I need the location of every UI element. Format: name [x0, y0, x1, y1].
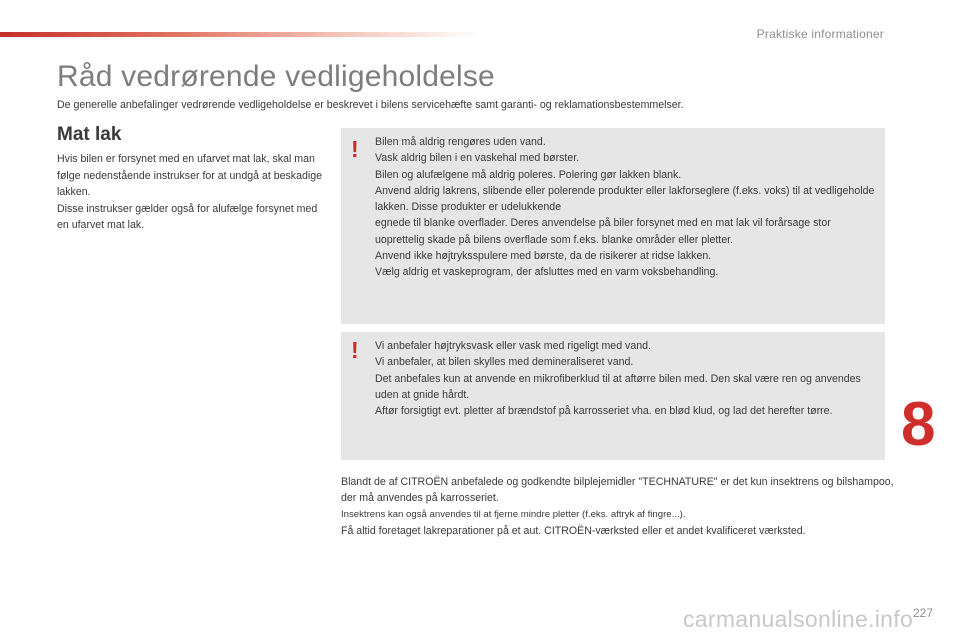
mat-lak-paragraph: Disse instrukser gælder også for alufælge forsynet med en ufarvet mat lak.	[57, 202, 318, 231]
warning-text	[375, 338, 877, 419]
section-title: Praktiske informationer	[756, 27, 884, 41]
warning-box-1	[341, 128, 885, 324]
warning-line: Anvend ikke højtryksspulere med børste, da de risikerer at ridse lakken.	[375, 250, 712, 263]
intro-text: De generelle anbefalinger vedrørende vedligeholdelse er beskrevet i bilens servicehæfte samt garanti- og reklamationsbestemmelser.	[57, 99, 684, 111]
header-accent-bar	[0, 32, 480, 37]
watermark: carmanualsonline.info	[683, 606, 914, 632]
warning-line: Anvend aldrig lakrens, slibende eller polerende produkter eller lakforseglere (f.eks. voks) til at vedligeholde lakken. Disse produkter er udelukkende	[375, 184, 875, 214]
warning-line: Vælg aldrig et vaskeprogram, der afsluttes med en varm voksbehandling.	[375, 266, 719, 279]
bottom-line: Få altid foretaget lakreparationer på et aut. CITROËN-værksted eller et andet kvalificeret værksted.	[341, 524, 806, 537]
bottom-line: Blandt de af CITROËN anbefalede og godkendte bilplejemidler "TECHNATURE" er det kun insektrens og bilshampoo, der må anvendes på karrosseriet.	[341, 476, 894, 505]
exclamation-icon: !	[351, 337, 359, 363]
exclamation-icon: !	[351, 136, 359, 162]
mat-lak-text	[57, 151, 327, 234]
bottom-text	[341, 474, 901, 539]
warning-line: Vask aldrig bilen i en vaskehal med børster.	[375, 152, 580, 165]
mat-lak-heading: Mat lak	[57, 124, 122, 145]
warning-line: Bilen må aldrig rengøres uden vand.	[375, 136, 546, 148]
warning-line: Det anbefales kun at anvende en mikrofiberklud til at aftørre bilen med. Den skal være ren og anvendes uden at gnide hårdt.	[375, 372, 861, 401]
page-title: Råd vedrørende vedligeholdelse	[57, 60, 495, 93]
warning-line: Vi anbefaler, at bilen skylles med demineraliseret vand.	[375, 356, 634, 369]
warning-text	[375, 134, 877, 281]
warning-line: Bilen og alufælgene må aldrig poleres. Polering gør lakken blank.	[375, 168, 682, 181]
warning-line: Vi anbefaler højtryksvask eller vask med rigeligt med vand.	[375, 340, 651, 352]
warning-line: Aftør forsigtigt evt. pletter af brændstof på karrosseriet vha. en blød klud, og lad det herefter tørre.	[375, 405, 833, 418]
bottom-line: Insektrens kan også anvendes til at fjerne mindre pletter (f.eks. aftryk af fingre...).	[341, 508, 686, 520]
page-number: 227	[913, 606, 934, 620]
mat-lak-paragraph: Hvis bilen er forsynet med en ufarvet mat lak, skal man følge nedenstående instrukser for at undgå at beskadige lakken.	[57, 153, 323, 198]
chapter-number: 8	[901, 390, 936, 459]
warning-line: egnede til blanke overflader. Deres anvendelse på biler forsynet med en mat lak vil forårsage stor uoprettelig skade på bilens overflade som f.eks. blanke områder eller pletter.	[375, 217, 831, 246]
warning-box-2	[341, 332, 885, 460]
